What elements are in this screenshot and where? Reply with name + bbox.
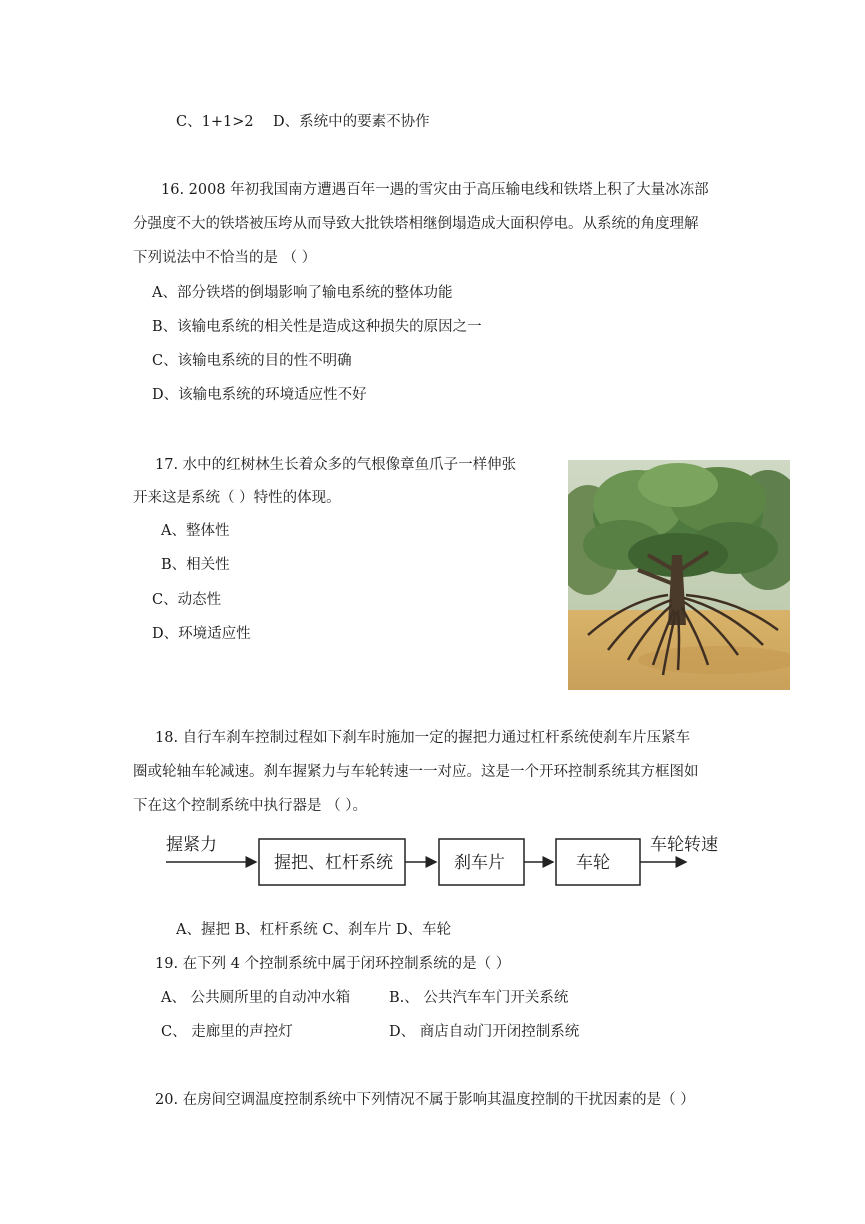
q19-stem: 19. 在下列 4 个控制系统中属于闭环控制系统的是（ ） [155, 956, 511, 972]
q18-stem-line1: 18. 自行车刹车控制过程如下刹车时施加一定的握把力通过杠杆系统使刹车片压紧车 [155, 730, 691, 746]
diagram-output-label: 车轮转速 [650, 835, 718, 855]
q19-option-c: C、 走廊里的声控灯 [161, 1024, 293, 1040]
q17-option-d: D、环境适应性 [152, 626, 251, 642]
block-diagram [166, 826, 726, 890]
q16-option-c: C、该输电系统的目的性不明确 [152, 353, 352, 369]
q16-option-a: A、部分铁塔的倒塌影响了输电系统的整体功能 [152, 285, 453, 301]
q19-option-b: B.、 公共汽车车门开关系统 [389, 990, 569, 1006]
q15-option-d: D、系统中的要素不协作 [273, 114, 430, 130]
q16-stem-line1: 16. 2008 年初我国南方遭遇百年一遇的雪灾由于高压输电线和铁塔上积了大量冰冻部 [161, 182, 709, 198]
q17-stem-line2: 开来这是系统（ ）特性的体现。 [133, 490, 341, 506]
diagram-box-2-label: 刹车片 [454, 853, 505, 873]
q18-stem-line2: 圈或轮轴车轮减速。刹车握紧力与车轮转速一一对应。这是一个开环控制系统其方框图如 [133, 764, 699, 780]
q18-options: A、握把 B、杠杆系统 C、刹车片 D、车轮 [176, 922, 452, 938]
q17-option-c: C、动态性 [152, 592, 222, 608]
q18-stem-line3: 下在这个控制系统中执行器是 （ ）。 [133, 798, 367, 814]
diagram-input-label: 握紧力 [166, 835, 217, 855]
q19-option-a: A、 公共厕所里的自动冲水箱 [161, 990, 351, 1006]
diagram-box-1-label: 握把、杠杆系统 [274, 853, 393, 873]
mangrove-tree-photo [568, 460, 790, 690]
q17-option-b: B、相关性 [161, 557, 230, 573]
q16-stem-line2: 分强度不大的铁塔被压垮从而导致大批铁塔相继倒塌造成大面积停电。从系统的角度理解 [133, 216, 699, 232]
q19-option-d: D、 商店自动门开闭控制系统 [389, 1024, 580, 1040]
q17-stem-line1: 17. 水中的红树林生长着众多的气根像章鱼爪子一样伸张 [155, 457, 517, 473]
diagram-box-3-label: 车轮 [576, 853, 610, 873]
q20-stem: 20. 在房间空调温度控制系统中下列情况不属于影响其温度控制的干扰因素的是（ ） [155, 1092, 695, 1108]
q16-stem-line3: 下列说法中不恰当的是 （ ） [133, 250, 317, 266]
q15-option-c: C、1+1>2 [176, 114, 254, 130]
q16-option-d: D、该输电系统的环境适应性不好 [152, 387, 367, 403]
q16-option-b: B、该输电系统的相关性是造成这种损失的原因之一 [152, 319, 482, 335]
q17-option-a: A、整体性 [161, 523, 230, 539]
